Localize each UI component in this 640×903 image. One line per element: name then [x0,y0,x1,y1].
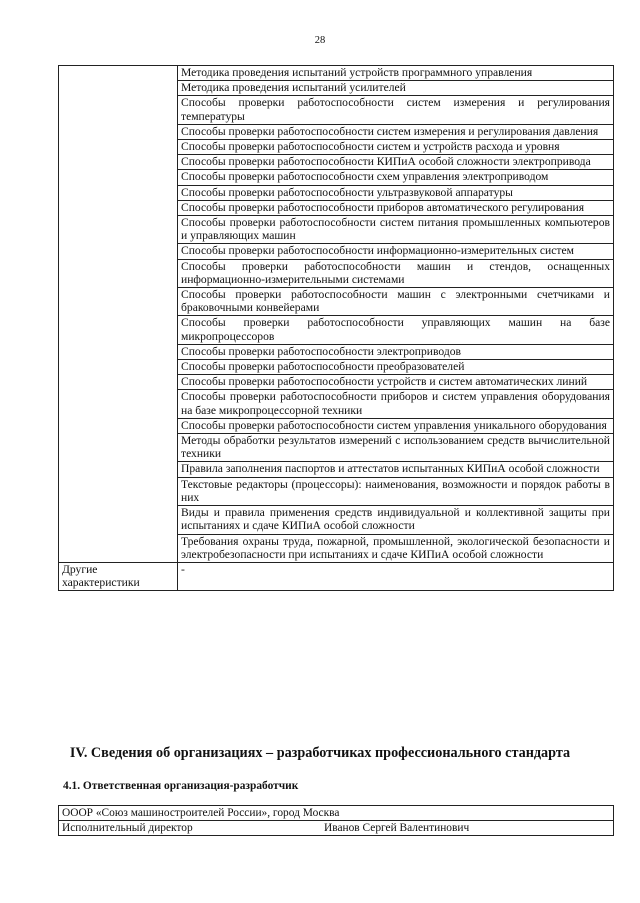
knowledge-item: Требования охраны труда, пожарной, промышленной, экологической безопасности и электробезопасности при испытаниях и сдаче КИПиА особой сложности [178,534,614,562]
knowledge-item: Способы проверки работоспособности систем измерения и регулирования давления [178,124,614,139]
director-name: Иванов Сергей Валентинович [324,822,470,834]
table-row-other [59,562,614,590]
table-row [59,66,614,81]
knowledge-item: Способы проверки работоспособности систем питания промышленных компьютеров и управляющих машин [178,216,614,244]
knowledge-item: Способы проверки работоспособности систем управления уникального оборудования [178,418,614,433]
other-characteristics-value: - [178,562,614,590]
section-title: IV. Сведения об организациях – разработчиках профессионального стандарта [69,745,571,761]
knowledge-item: Способы проверки работоспособности устройств и систем автоматических линий [178,375,614,390]
knowledge-item: Способы проверки работоспособности приборов автоматического регулирования [178,200,614,215]
knowledge-item: Способы проверки работоспособности схем управления электроприводом [178,170,614,185]
other-characteristics-label: Другие характеристики [59,562,178,590]
knowledge-item: Способы проверки работоспособности машин и стендов, оснащенных информационно-измерительными системами [178,259,614,287]
knowledge-item: Способы проверки работоспособности преобразователей [178,360,614,375]
page-number: 28 [314,35,326,46]
knowledge-item: Способы проверки работоспособности КИПиА особой сложности электропривода [178,155,614,170]
knowledge-table [58,65,614,591]
knowledge-item: Способы проверки работоспособности приборов и систем управления оборудования на базе микропроцессорной техники [178,390,614,418]
knowledge-item: Методы обработки результатов измерений с использованием средств вычислительной техники [178,434,614,462]
knowledge-item: Методика проведения испытаний устройств программного управления [178,66,614,81]
knowledge-item: Виды и правила применения средств индивидуальной и коллективной защиты при испытаниях и сдаче КИПиА особой сложности [178,506,614,534]
knowledge-item: Способы проверки работоспособности систем измерения и регулирования температуры [178,96,614,124]
knowledge-item: Способы проверки работоспособности ультразвуковой аппаратуры [178,185,614,200]
knowledge-item: Способы проверки работоспособности систем и устройств расхода и уровня [178,140,614,155]
knowledge-item: Методика проведения испытаний усилителей [178,81,614,96]
table-row [59,821,614,836]
organization-name: ОООР «Союз машиностроителей России», город Москва [59,806,614,821]
knowledge-item: Способы проверки работоспособности информационно-измерительных систем [178,244,614,259]
knowledge-item: Правила заполнения паспортов и аттестатов испытанных КИПиА особой сложности [178,462,614,477]
table-row [59,806,614,821]
director-role: Исполнительный директор [62,822,193,834]
subsection-title: 4.1. Ответственная организация-разработчик [63,780,299,792]
knowledge-item: Способы проверки работоспособности машин с электронными счетчиками и браковочными конвейерами [178,288,614,316]
empty-label-cell [59,66,178,563]
knowledge-item: Способы проверки работоспособности управляющих машин на базе микропроцессоров [178,316,614,344]
knowledge-item: Текстовые редакторы (процессоры): наименования, возможности и порядок работы в них [178,477,614,505]
knowledge-item: Способы проверки работоспособности электроприводов [178,344,614,359]
organization-table [58,805,614,836]
